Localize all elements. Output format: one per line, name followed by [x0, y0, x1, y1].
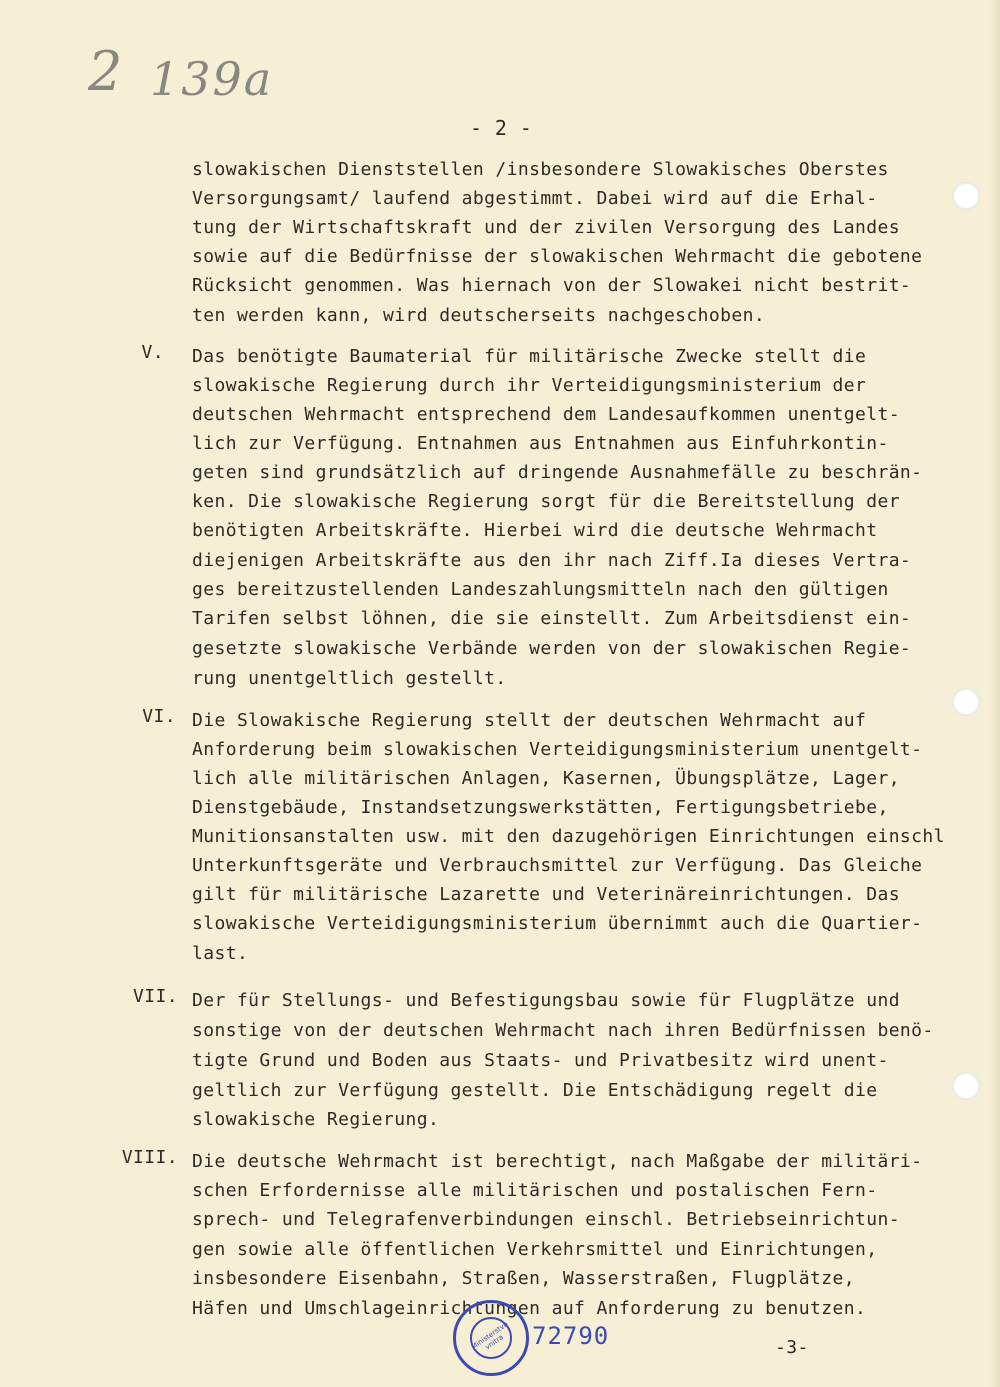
next-page-marker: -3-: [775, 1337, 809, 1358]
text-line: slowakische Regierung.: [192, 1109, 440, 1130]
section-numeral: VII.: [133, 986, 178, 1007]
text-line: Die Slowakische Regierung stellt der deutschen Wehrmacht auf: [192, 710, 867, 731]
text-line: Rücksicht genommen. Was hiernach von der Slowakei nicht bestrit-: [192, 275, 912, 296]
text-line: Dienstgebäude, Instandsetzungswerkstätten, Fertigungsbetriebe,: [192, 797, 889, 818]
text-line: geten sind grundsätzlich auf dringende Ausnahmefälle zu beschrän-: [192, 462, 923, 483]
text-line: Versorgungsamt/ laufend abgestimmt. Dabei wird auf die Erhal-: [192, 188, 878, 209]
text-line: slowakische Regierung durch ihr Verteidigungsministerium der: [192, 375, 867, 396]
text-line: sonstige von der deutschen Wehrmacht nach ihren Bedürfnissen benö-: [192, 1020, 934, 1041]
text-line: gilt für militärische Lazarette und Veterinäreinrichtungen. Das: [192, 884, 900, 905]
text-line: Tarifen selbst löhnen, die sie einstellt. Zum Arbeitsdienst ein-: [192, 608, 912, 629]
text-line: lich zur Verfügung. Entnahmen aus Entnahmen aus Einfuhrkontin-: [192, 433, 889, 454]
section-numeral: VI.: [142, 706, 176, 727]
text-line: lich alle militärischen Anlagen, Kasernen, Übungsplätze, Lager,: [192, 768, 900, 789]
text-line: benötigten Arbeitskräfte. Hierbei wird die deutsche Wehrmacht: [192, 520, 878, 541]
text-line: slowakische Verteidigungsministerium übernimmt auch die Quartier-: [192, 913, 923, 934]
archive-stamp: [453, 1300, 529, 1376]
text-line: slowakischen Dienststellen /insbesondere Slowakisches Oberstes: [192, 159, 889, 180]
punch-hole: [952, 1072, 980, 1100]
text-line: tung der Wirtschaftskraft und der zivilen Versorgung des Landes: [192, 217, 900, 238]
text-line: sprech- und Telegrafenverbindungen einschl. Betriebseinrichtun-: [192, 1209, 900, 1230]
text-line: Anforderung beim slowakischen Verteidigungsministerium unentgelt-: [192, 739, 923, 760]
text-line: last.: [192, 943, 249, 964]
text-line: diejenigen Arbeitskräfte aus den ihr nach Ziff.Ia dieses Vertra-: [192, 550, 912, 571]
handwritten-note-left: 2: [88, 40, 123, 103]
text-line: rung unentgeltlich gestellt.: [192, 668, 507, 689]
stamp-text: Ministerstvo vnitra: [469, 1320, 510, 1352]
text-line: gen sowie alle öffentlichen Verkehrsmittel und Einrichtungen,: [192, 1239, 878, 1260]
text-line: ges bereitzustellenden Landeszahlungsmitteln nach den gültigen: [192, 579, 889, 600]
text-line: Die deutsche Wehrmacht ist berechtigt, nach Maßgabe der militäri-: [192, 1151, 923, 1172]
text-line: sowie auf die Bedürfnisse der slowakischen Wehrmacht die gebotene: [192, 246, 923, 267]
punch-hole: [952, 182, 980, 210]
text-line: Häfen und Umschlageinrichtungen auf Anforderung zu benutzen.: [192, 1298, 867, 1319]
text-line: Unterkunftsgeräte und Verbrauchsmittel zur Verfügung. Das Gleiche: [192, 855, 923, 876]
section-numeral: VIII.: [121, 1147, 178, 1168]
punch-hole: [952, 688, 980, 716]
page-number: - 2 -: [470, 116, 533, 140]
text-line: tigte Grund und Boden aus Staats- und Privatbesitz wird unent-: [192, 1050, 889, 1071]
text-line: Munitionsanstalten usw. mit den dazugehörigen Einrichtungen einschl: [192, 826, 945, 847]
text-line: insbesondere Eisenbahn, Straßen, Wasserstraßen, Flugplätze,: [192, 1268, 855, 1289]
text-line: Der für Stellungs- und Befestigungsbau sowie für Flugplätze und: [192, 990, 900, 1011]
text-line: gesetzte slowakische Verbände werden von der slowakischen Regie-: [192, 638, 912, 659]
handwritten-note-right: 139a: [150, 52, 274, 106]
section-numeral: V.: [141, 342, 164, 363]
text-line: ken. Die slowakische Regierung sorgt für die Bereitstellung der: [192, 491, 900, 512]
text-line: Das benötigte Baumaterial für militärische Zwecke stellt die: [192, 346, 867, 367]
text-line: schen Erfordernisse alle militärischen und postalischen Fern-: [192, 1180, 878, 1201]
page-edge-shadow: [990, 0, 1000, 1387]
text-line: geltlich zur Verfügung gestellt. Die Entschädigung regelt die: [192, 1080, 878, 1101]
text-line: deutschen Wehrmacht entsprechend dem Landesaufkommen unentgelt-: [192, 404, 900, 425]
stamp-number: 72790: [532, 1322, 610, 1350]
text-line: ten werden kann, wird deutscherseits nachgeschoben.: [192, 305, 766, 326]
